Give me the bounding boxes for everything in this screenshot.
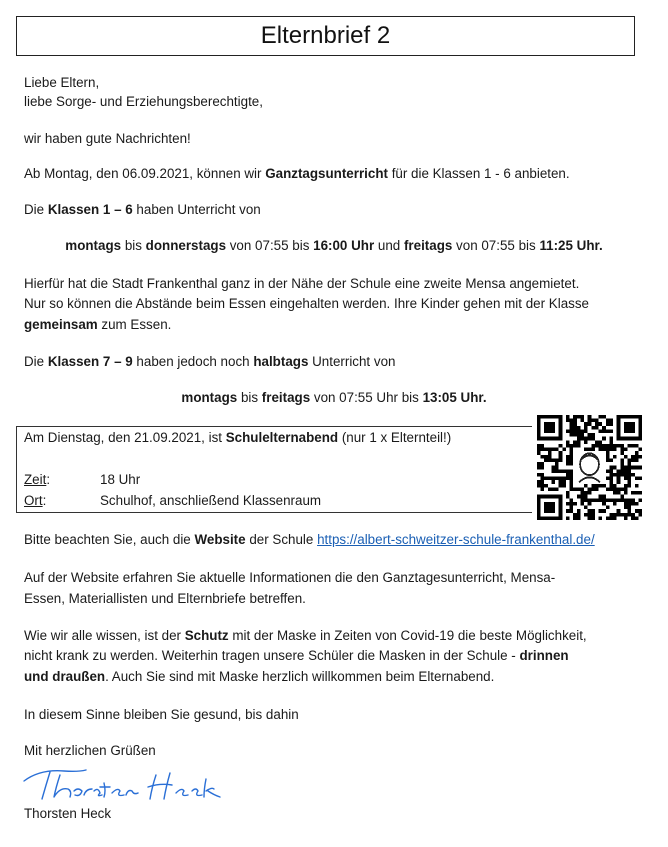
event-place-label: Ort: — [24, 493, 47, 508]
news-line: wir haben gute Nachrichten! — [24, 131, 191, 146]
greeting-line-2: liebe Sorge- und Erziehungsberechtigte, — [24, 94, 263, 109]
signer-name: Thorsten Heck — [24, 806, 112, 821]
paragraph-classes-7-9: Die Klassen 7 – 9 haben jedoch noch halbtags Unterricht von — [24, 354, 396, 369]
website-paragraph: Bitte beachten Sie, auch die Website der Schule https://albert-schweitzer-schule-frankenthal.de/ — [24, 532, 595, 547]
title-box — [16, 16, 635, 56]
event-time-label: Zeit: — [24, 472, 51, 487]
event-time-value: 18 Uhr — [100, 472, 141, 487]
school-website-link[interactable]: https://albert-schweitzer-schule-frankenthal.de/ — [317, 532, 595, 547]
regards-line: Mit herzlichen Grüßen — [24, 743, 156, 758]
paragraph-start-date: Ab Montag, den 06.09.2021, können wir Ganztagsunterricht für die Klassen 1 - 6 anbieten. — [24, 166, 570, 181]
page-title: Elternbrief 2 — [260, 22, 391, 49]
paragraph-mensa-line-2: Nur so können die Abstände beim Essen eingehalten werden. Ihre Kinder gehen mit der Klasse — [24, 296, 589, 311]
closing-line: In diesem Sinne bleiben Sie gesund, bis dahin — [24, 707, 299, 722]
mask-paragraph-line-1: Wie wir alle wissen, ist der Schutz mit der Maske in Zeiten von Covid-19 die beste Möglichkeit, — [24, 628, 587, 643]
paragraph-mensa-line-3: gemeinsam zum Essen. — [24, 317, 172, 332]
mask-paragraph-line-2: nicht krank zu werden. Weiterhin tragen unsere Schüler die Masken in der Schule - drinnen — [24, 648, 569, 663]
event-announcement: Am Dienstag, den 21.09.2021, ist Schulelternabend (nur 1 x Elternteil!) — [24, 430, 452, 445]
website-info-line-2: Essen, Materiallisten und Elternbriefe betreffen. — [24, 591, 306, 606]
event-place-value: Schulhof, anschließend Klassenraum — [100, 493, 322, 508]
handwritten-signature-image — [20, 761, 230, 805]
paragraph-classes-1-6: Die Klassen 1 – 6 haben Unterricht von — [24, 202, 261, 217]
greeting-line-1: Liebe Eltern, — [24, 75, 100, 90]
schedule-classes-1-6: montags bis donnerstags von 07:55 bis 16:00 Uhr und freitags von 07:55 bis 11:25 Uhr. — [65, 238, 603, 253]
paragraph-mensa-line-1: Hierfür hat die Stadt Frankenthal ganz in der Nähe der Schule eine zweite Mensa angemietet. — [24, 276, 580, 291]
schedule-classes-7-9: montags bis freitags von 07:55 Uhr bis 13:05 Uhr. — [181, 390, 487, 405]
mask-paragraph-line-3: und draußen. Auch Sie sind mit Maske herzlich willkommen beim Elternabend. — [24, 669, 495, 684]
qr-code-image — [537, 415, 642, 520]
website-info-line-1: Auf der Website erfahren Sie aktuelle Informationen die den Ganztagesunterricht, Mensa- — [24, 570, 556, 585]
